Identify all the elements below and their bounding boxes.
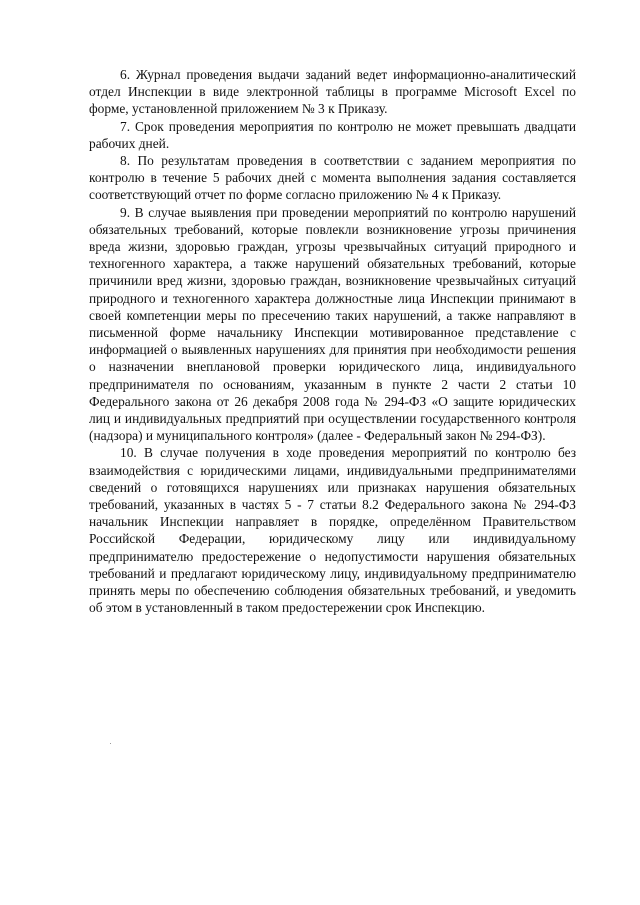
paragraph-10: 10. В случае получения в ходе проведения мероприятий по контролю без взаимодействия с юридическими лицами, индивидуальными предпринимателями сведений о готовящихся нарушениях или признаках нарушения обязательных требований, указанных в частях 5 - 7 статьи 8.2 Федерального закона № 294-ФЗ начальник Инспекции направляет в порядке, определённом Правительством Российской Федерации, юридическому лицу или индивидуальному предпринимателю предостережение о недопустимости нарушения обязательных требований и предлагают юридическому лицу, индивидуальному предпринимателю принять меры по обеспечению соблюдения обязательных требований, и уведомить об этом в установленный в таком предостережении срок Инспекцию. — [89, 445, 576, 616]
scan-speck — [110, 743, 111, 744]
paragraph-8: 8. По результатам проведения в соответствии с заданием мероприятия по контролю в течение 5 рабочих дней с момента выполнения задания составляется соответствующий отчет по форме согласно приложению № 4 к Приказу. — [89, 153, 576, 203]
paragraph-7: 7. Срок проведения мероприятия по контролю не может превышать двадцати рабочих дней. — [89, 118, 576, 151]
paragraph-9: 9. В случае выявления при проведении мероприятий по контролю нарушений обязательных требований, которые повлекли возникновение угрозы причинения вреда жизни, здоровью граждан, угрозы чрезвычайных ситуаций природного и техногенного характера, а также нарушений обязательных требований, которые причинили вред жизни, здоровью граждан, возникновение чрезвычайных ситуаций природного и техногенного характера должностные лица Инспекции принимают в своей компетенции меры по пресечению таких нарушений, а также направляют в письменной форме начальнику Инспекции мотивированное представление с информацией о выявленных нарушениях для принятия при необходимости решения о назначении внеплановой проверки юридического лица, индивидуального предпринимателя по основаниям, указанным в пункте 2 части 2 статьи 10 Федерального закона от 26 декабря 2008 года № 294-ФЗ «О защите юридических лиц и индивидуальных предприятий при осуществлении государственного контроля (надзора) и муниципального контроля» (далее - Федеральный закон № 294-ФЗ). — [89, 204, 576, 444]
paragraph-6: 6. Журнал проведения выдачи заданий ведет информационно-аналитический отдел Инспекции в виде электронной таблицы в программе Microsoft Excel по форме, установленной приложением № 3 к Приказу. — [89, 67, 576, 117]
document-body — [89, 66, 576, 617]
